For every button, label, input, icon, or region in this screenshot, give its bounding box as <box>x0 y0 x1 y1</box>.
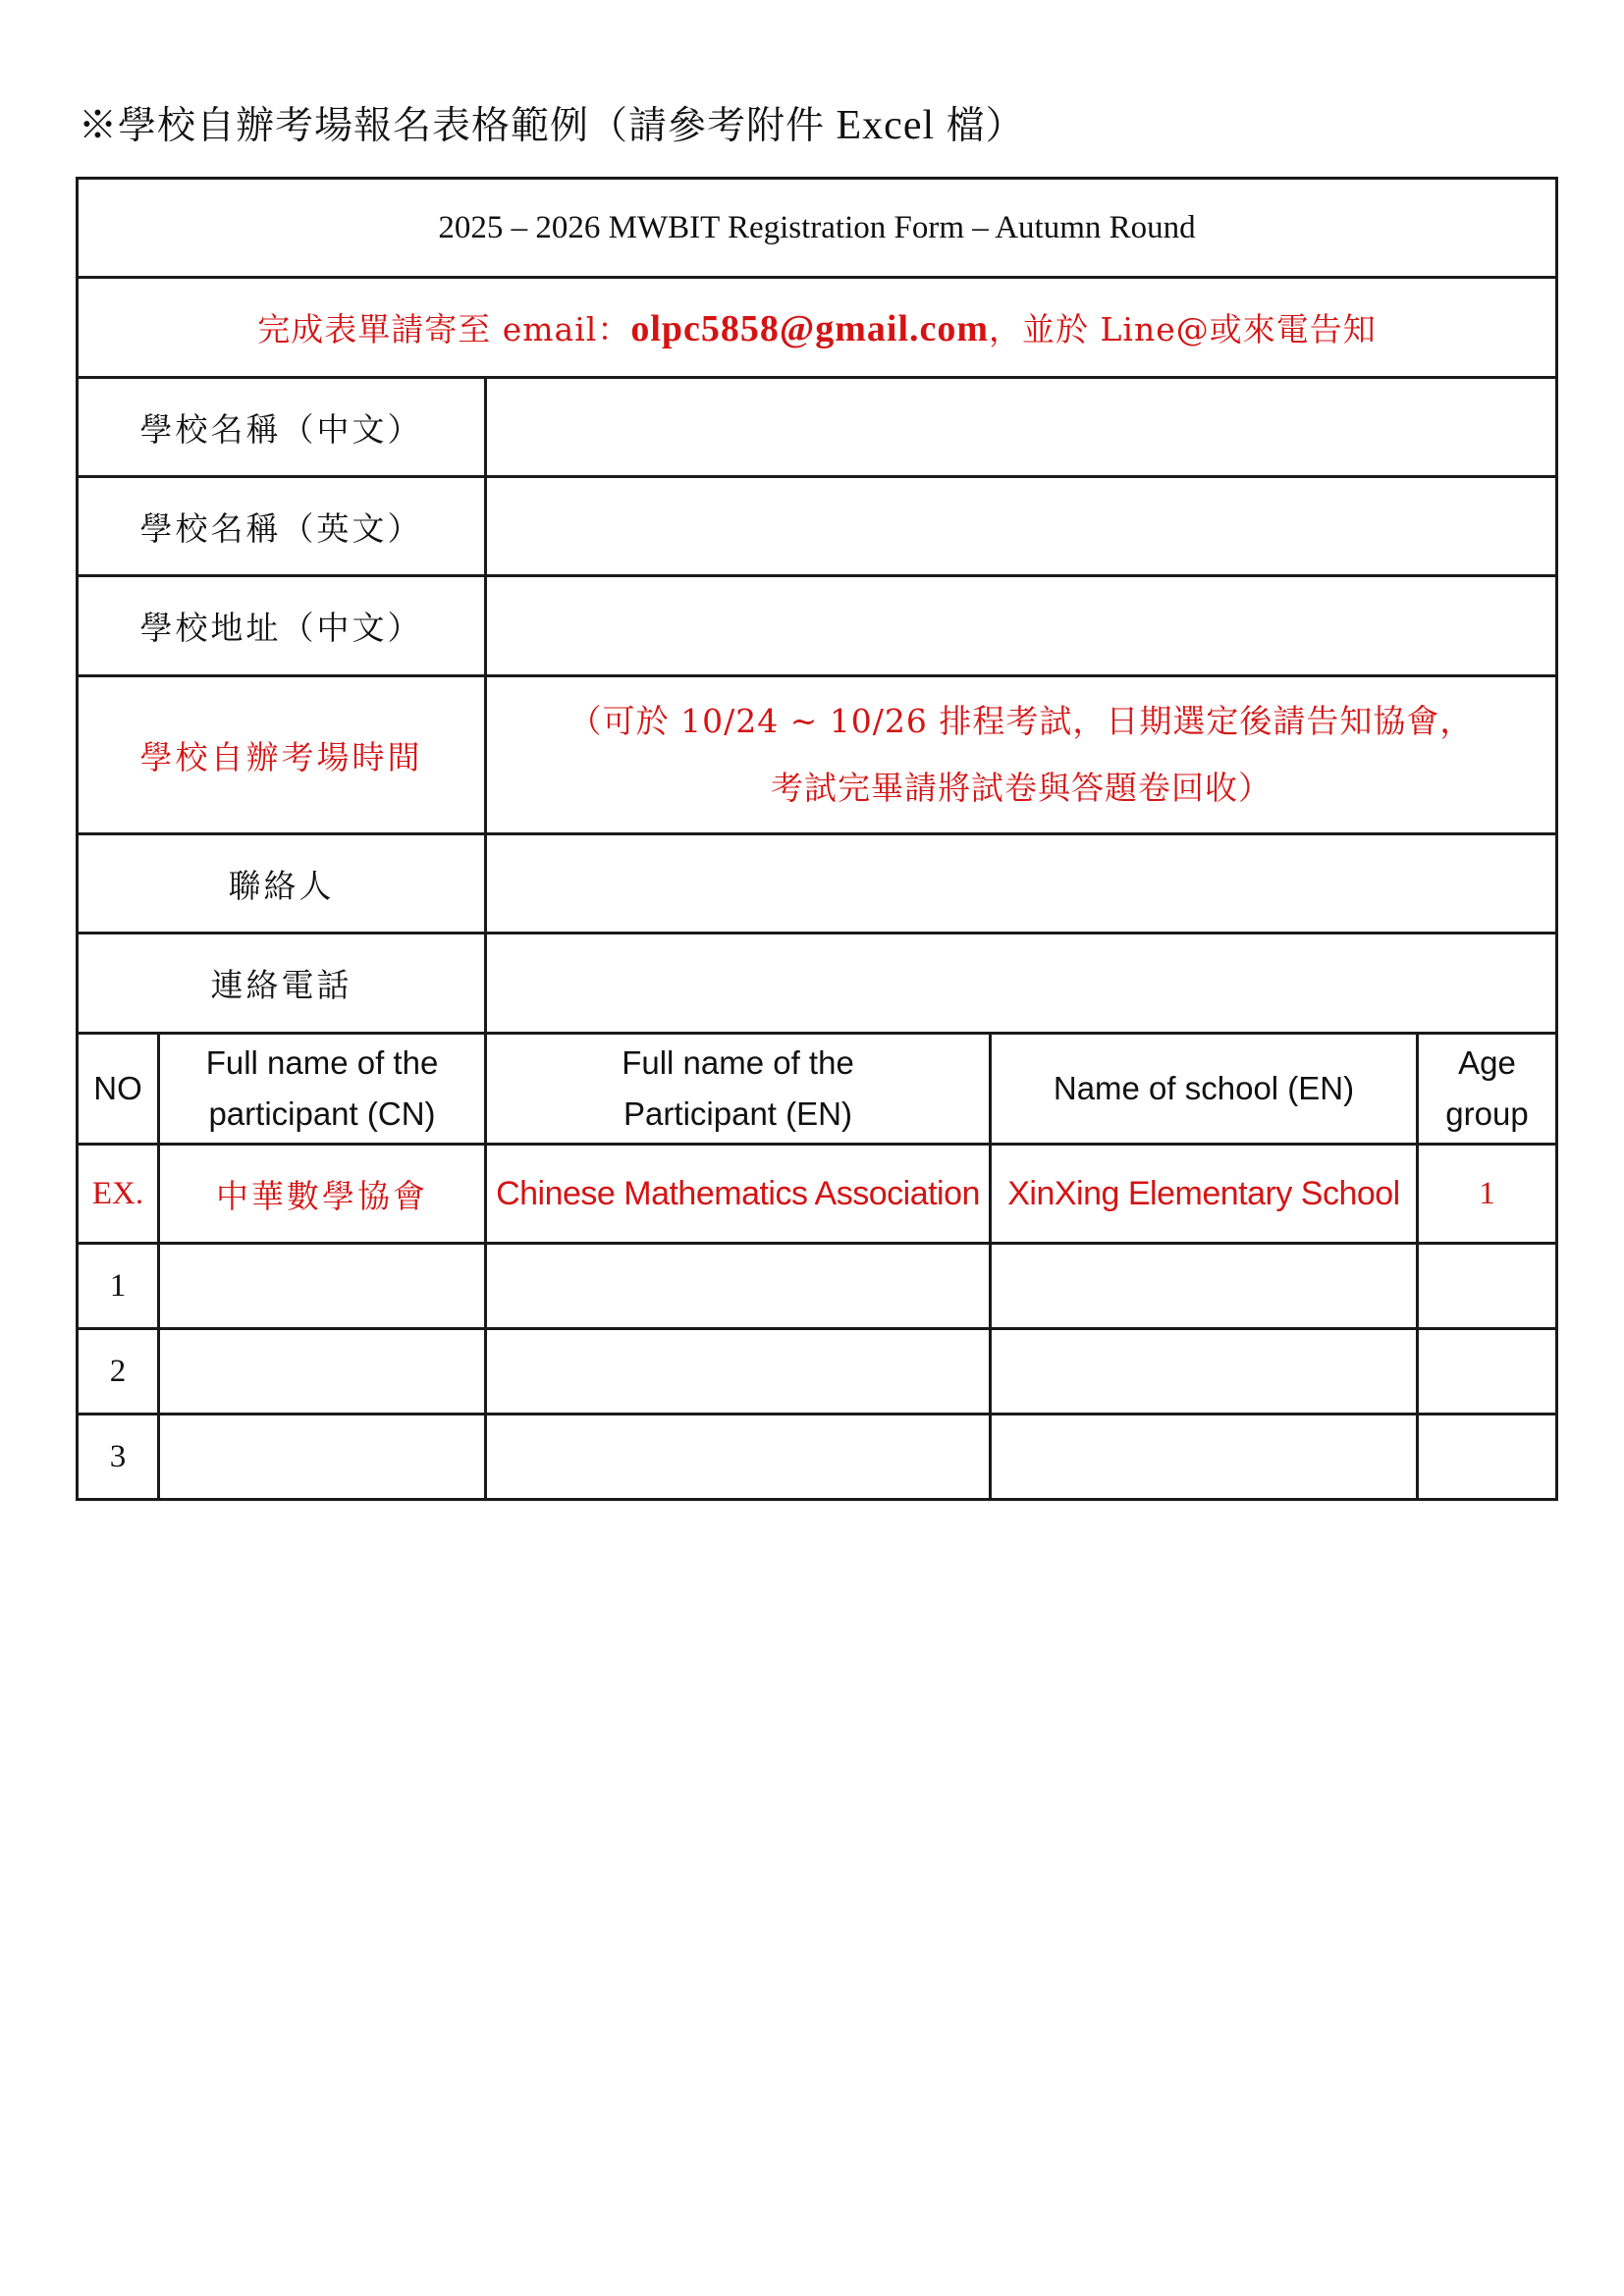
registration-form-table <box>76 177 1558 1501</box>
heading-text: 學校自辦考場報名表格範例（請參考附件 <box>118 104 826 148</box>
header-age-group: Age group <box>1418 1034 1557 1145</box>
notice-prefix: 完成表單請寄至 email： <box>257 310 631 348</box>
example-no: EX. <box>78 1145 159 1244</box>
notice-email-link[interactable]: olpc5858@gmail.com <box>630 308 990 349</box>
heading-end: 檔） <box>946 104 1025 148</box>
field-row-school-name-en <box>78 477 1557 576</box>
exam-time-note-line2: 考試完畢請將試卷與答題卷回收） <box>771 769 1272 807</box>
row-1-name-cn-input[interactable] <box>159 1244 486 1329</box>
field-row-school-name-cn <box>78 378 1557 477</box>
participants-header-row <box>78 1034 1557 1145</box>
exam-time-row <box>78 676 1557 834</box>
form-title: 2025 – 2026 MWBIT Registration Form – Autumn Round <box>78 179 1557 278</box>
header-name-cn: Full name of the participant (CN) <box>159 1034 486 1145</box>
exam-time-note-line1: （可於 10/24 ~ 10/26 排程考試，日期選定後請告知協會， <box>568 702 1474 740</box>
header-school: Name of school (EN) <box>991 1034 1418 1145</box>
row-2-age-input[interactable] <box>1418 1329 1557 1415</box>
form-title-row <box>78 179 1557 278</box>
example-age-group: 1 <box>1418 1145 1557 1244</box>
row-1-no: 1 <box>78 1244 159 1329</box>
school-name-en-label: 學校名稱（英文） <box>78 477 486 576</box>
school-name-en-input[interactable] <box>486 477 1557 576</box>
school-address-input[interactable] <box>486 576 1557 676</box>
row-2-school-input[interactable] <box>991 1329 1418 1415</box>
exam-time-label: 學校自辦考場時間 <box>78 676 486 834</box>
row-1-name-en-input[interactable] <box>486 1244 991 1329</box>
school-address-label: 學校地址（中文） <box>78 576 486 676</box>
example-name-en: Chinese Mathematics Association <box>486 1145 991 1244</box>
heading-excel: Excel <box>825 103 947 148</box>
contact-label: 聯絡人 <box>78 834 486 934</box>
row-3-name-cn-input[interactable] <box>159 1415 486 1500</box>
participant-row <box>78 1329 1557 1415</box>
field-row-school-address <box>78 576 1557 676</box>
example-row <box>78 1145 1557 1244</box>
row-3-no: 3 <box>78 1415 159 1500</box>
phone-label: 連絡電話 <box>78 934 486 1034</box>
school-name-cn-label: 學校名稱（中文） <box>78 378 486 477</box>
submission-notice <box>78 278 1557 378</box>
row-3-school-input[interactable] <box>991 1415 1418 1500</box>
row-3-name-en-input[interactable] <box>486 1415 991 1500</box>
header-name-en: Full name of the Participant (EN) <box>486 1034 991 1145</box>
example-school: XinXing Elementary School <box>991 1145 1418 1244</box>
row-1-age-input[interactable] <box>1418 1244 1557 1329</box>
phone-input[interactable] <box>486 934 1557 1034</box>
phone-row <box>78 934 1557 1034</box>
page-heading <box>79 96 1025 156</box>
example-name-cn: 中華數學協會 <box>159 1145 486 1244</box>
row-2-name-en-input[interactable] <box>486 1329 991 1415</box>
participant-row <box>78 1415 1557 1500</box>
school-name-cn-input[interactable] <box>486 378 1557 477</box>
contact-input[interactable] <box>486 834 1557 934</box>
header-no: NO <box>78 1034 159 1145</box>
reference-mark-icon: ※ <box>79 104 119 148</box>
row-3-age-input[interactable] <box>1418 1415 1557 1500</box>
row-2-no: 2 <box>78 1329 159 1415</box>
exam-time-note[interactable] <box>486 676 1557 834</box>
row-2-name-cn-input[interactable] <box>159 1329 486 1415</box>
notice-row <box>78 278 1557 378</box>
notice-suffix: ，並於 Line@或來電告知 <box>989 310 1377 348</box>
participant-row <box>78 1244 1557 1329</box>
contact-row <box>78 834 1557 934</box>
row-1-school-input[interactable] <box>991 1244 1418 1329</box>
